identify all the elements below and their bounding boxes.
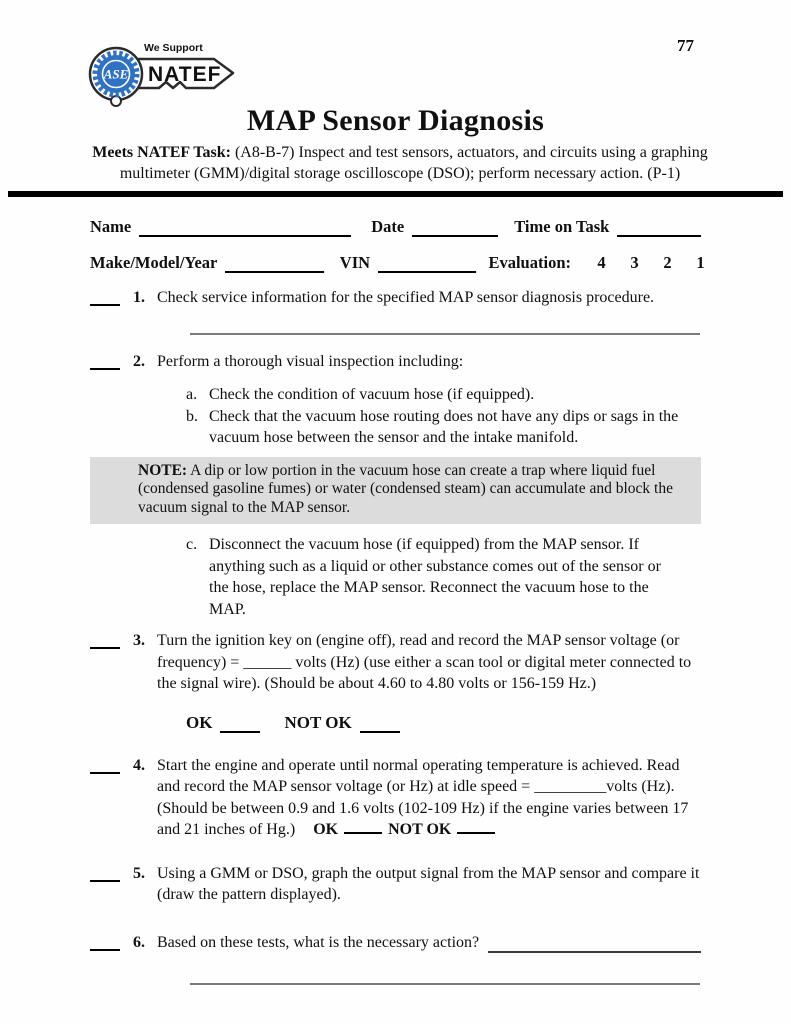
worksheet-content: [90, 0, 708, 985]
ase-gear-label: ASE: [103, 66, 129, 82]
task-3-ok-label: OK: [186, 712, 213, 732]
task-2-sublist: [186, 384, 683, 449]
task-2a-letter: a.: [186, 386, 198, 403]
note-label: NOTE:: [138, 461, 188, 479]
evaluation-score-2[interactable]: 2: [663, 253, 672, 272]
make-model-year-field-blank[interactable]: [225, 256, 323, 273]
date-label: Date: [371, 217, 405, 236]
task-1-answer-line[interactable]: [190, 333, 700, 335]
note-text: A dip or low portion in the vacuum hose can create a trap where liquid fuel (condensed gasoline fumes) or water (condensed steam) can accumulate and block the vacuum signal to the MAP sensor.: [138, 461, 673, 516]
time-on-task-label: Time on Task: [514, 217, 610, 236]
date-field-blank[interactable]: [412, 220, 498, 237]
task-statement-label: Meets NATEF Task:: [92, 144, 231, 161]
form-row-identity: [90, 217, 701, 237]
task-3-status-blank[interactable]: [90, 630, 120, 649]
task-4-text: Start the engine and operate until normal operating temperature is achieved. Read and record the MAP sensor voltage (or Hz) at idle speed = _________volts (Hz). (Should be between 0.9 and 1.6 volts (102-109 Hz) if the engine varies between 17 and 21 inches of Hg.): [157, 756, 689, 838]
task-3-number: 3.: [133, 632, 145, 649]
vin-field-blank[interactable]: [378, 256, 476, 273]
task-5-number: 5.: [133, 864, 145, 882]
task-4-ok-inline: [295, 821, 501, 838]
worksheet-title: MAP Sensor Diagnosis: [246, 104, 545, 137]
name-field-blank[interactable]: [139, 220, 351, 237]
evaluation-label: Evaluation:: [488, 253, 571, 272]
task-3-not-ok-label: NOT OK: [284, 712, 352, 732]
task-5-status-blank[interactable]: [90, 863, 120, 882]
task-6-answer-blank[interactable]: [488, 936, 701, 953]
task-2-number: 2.: [133, 352, 145, 370]
task-item-3: [90, 630, 701, 695]
task-2b-letter: b.: [186, 407, 198, 425]
task-statement: [90, 142, 710, 184]
evaluation-score-3[interactable]: 3: [630, 253, 639, 272]
task-4-ok-label: OK: [313, 821, 339, 838]
task-5-text: Using a GMM or DSO, graph the output signal from the MAP sensor and compare it (draw the pattern displayed).: [157, 864, 700, 903]
form-row-vehicle: [90, 253, 717, 273]
vin-label: VIN: [339, 253, 371, 272]
task-1-number: 1.: [133, 289, 145, 306]
task-3-ok-blank[interactable]: [220, 715, 260, 733]
task-4-number: 4.: [133, 756, 145, 774]
task-3-ok-row: [186, 713, 701, 733]
task-6-text: Based on these tests, what is the necessary action?: [157, 933, 480, 951]
task-2a-row: [186, 384, 683, 406]
name-label: Name: [90, 217, 132, 236]
task-statement-text: (A8-B-7) Inspect and test sensors, actuators, and circuits using a graphing multimeter (GMM)/digital storage oscilloscope (DSO); perform necessary action. (P-1): [119, 144, 708, 182]
evaluation-scale: [585, 253, 717, 273]
task-item-2: [90, 351, 701, 373]
task-4-status-blank[interactable]: [90, 755, 120, 774]
divider-rule: [8, 191, 783, 197]
task-4-not-ok-label: NOT OK: [388, 821, 452, 838]
note-box: [90, 457, 701, 525]
task-2b-row: [186, 406, 683, 449]
task-1-text: Check service information for the specified MAP sensor diagnosis procedure.: [157, 289, 655, 306]
time-on-task-field-blank[interactable]: [617, 220, 701, 237]
task-2c-row: [186, 534, 683, 620]
task-1-status-blank[interactable]: [90, 287, 120, 306]
task-2c-text: Disconnect the vacuum hose (if equipped) from the MAP sensor. If anything such as a liquid or other substance comes out of the sensor or the hose, replace the MAP sensor. Reconnect the vacuum hose to the MAP.: [209, 536, 661, 618]
task-4-body: [157, 755, 701, 841]
task-2-text: Perform a thorough visual inspection including:: [157, 352, 464, 370]
task-4-not-ok-blank[interactable]: [457, 820, 495, 834]
task-2c-container: [186, 534, 683, 620]
task-6-number: 6.: [133, 933, 145, 951]
logo-support-text: We Support: [144, 42, 203, 54]
logo-org-name: NATEF: [148, 63, 222, 86]
make-model-year-label: Make/Model/Year: [90, 253, 218, 272]
task-2c-letter: c.: [186, 536, 198, 553]
page-number: 77: [677, 36, 694, 55]
task-item-1: [90, 287, 701, 309]
task-3-text: Turn the ignition key on (engine off), read and record the MAP sensor voltage (or frequency) = ______ volts (Hz) (use either a scan tool or digital meter connected to the signal wire). (Should be about 4.60 to 4.80 volts or 156-159 Hz.): [157, 632, 692, 692]
task-item-4: [90, 755, 701, 841]
task-4-ok-blank[interactable]: [344, 820, 382, 834]
task-6-status-blank[interactable]: [90, 932, 120, 951]
evaluation-score-4[interactable]: 4: [597, 253, 606, 272]
task-6-body: [157, 932, 701, 954]
evaluation-score-1[interactable]: 1: [696, 253, 705, 272]
task-2a-text: Check the condition of vacuum hose (if equipped).: [209, 386, 535, 403]
task-item-6: [90, 932, 701, 954]
task-3-not-ok-blank[interactable]: [360, 715, 400, 733]
task-2b-text: Check that the vacuum hose routing does not have any dips or sags in the vacuum hose between the sensor and the intake manifold.: [209, 407, 679, 446]
task-2-status-blank[interactable]: [90, 351, 120, 370]
task-item-5: [90, 863, 701, 906]
task-6-answer-line[interactable]: [190, 983, 700, 985]
